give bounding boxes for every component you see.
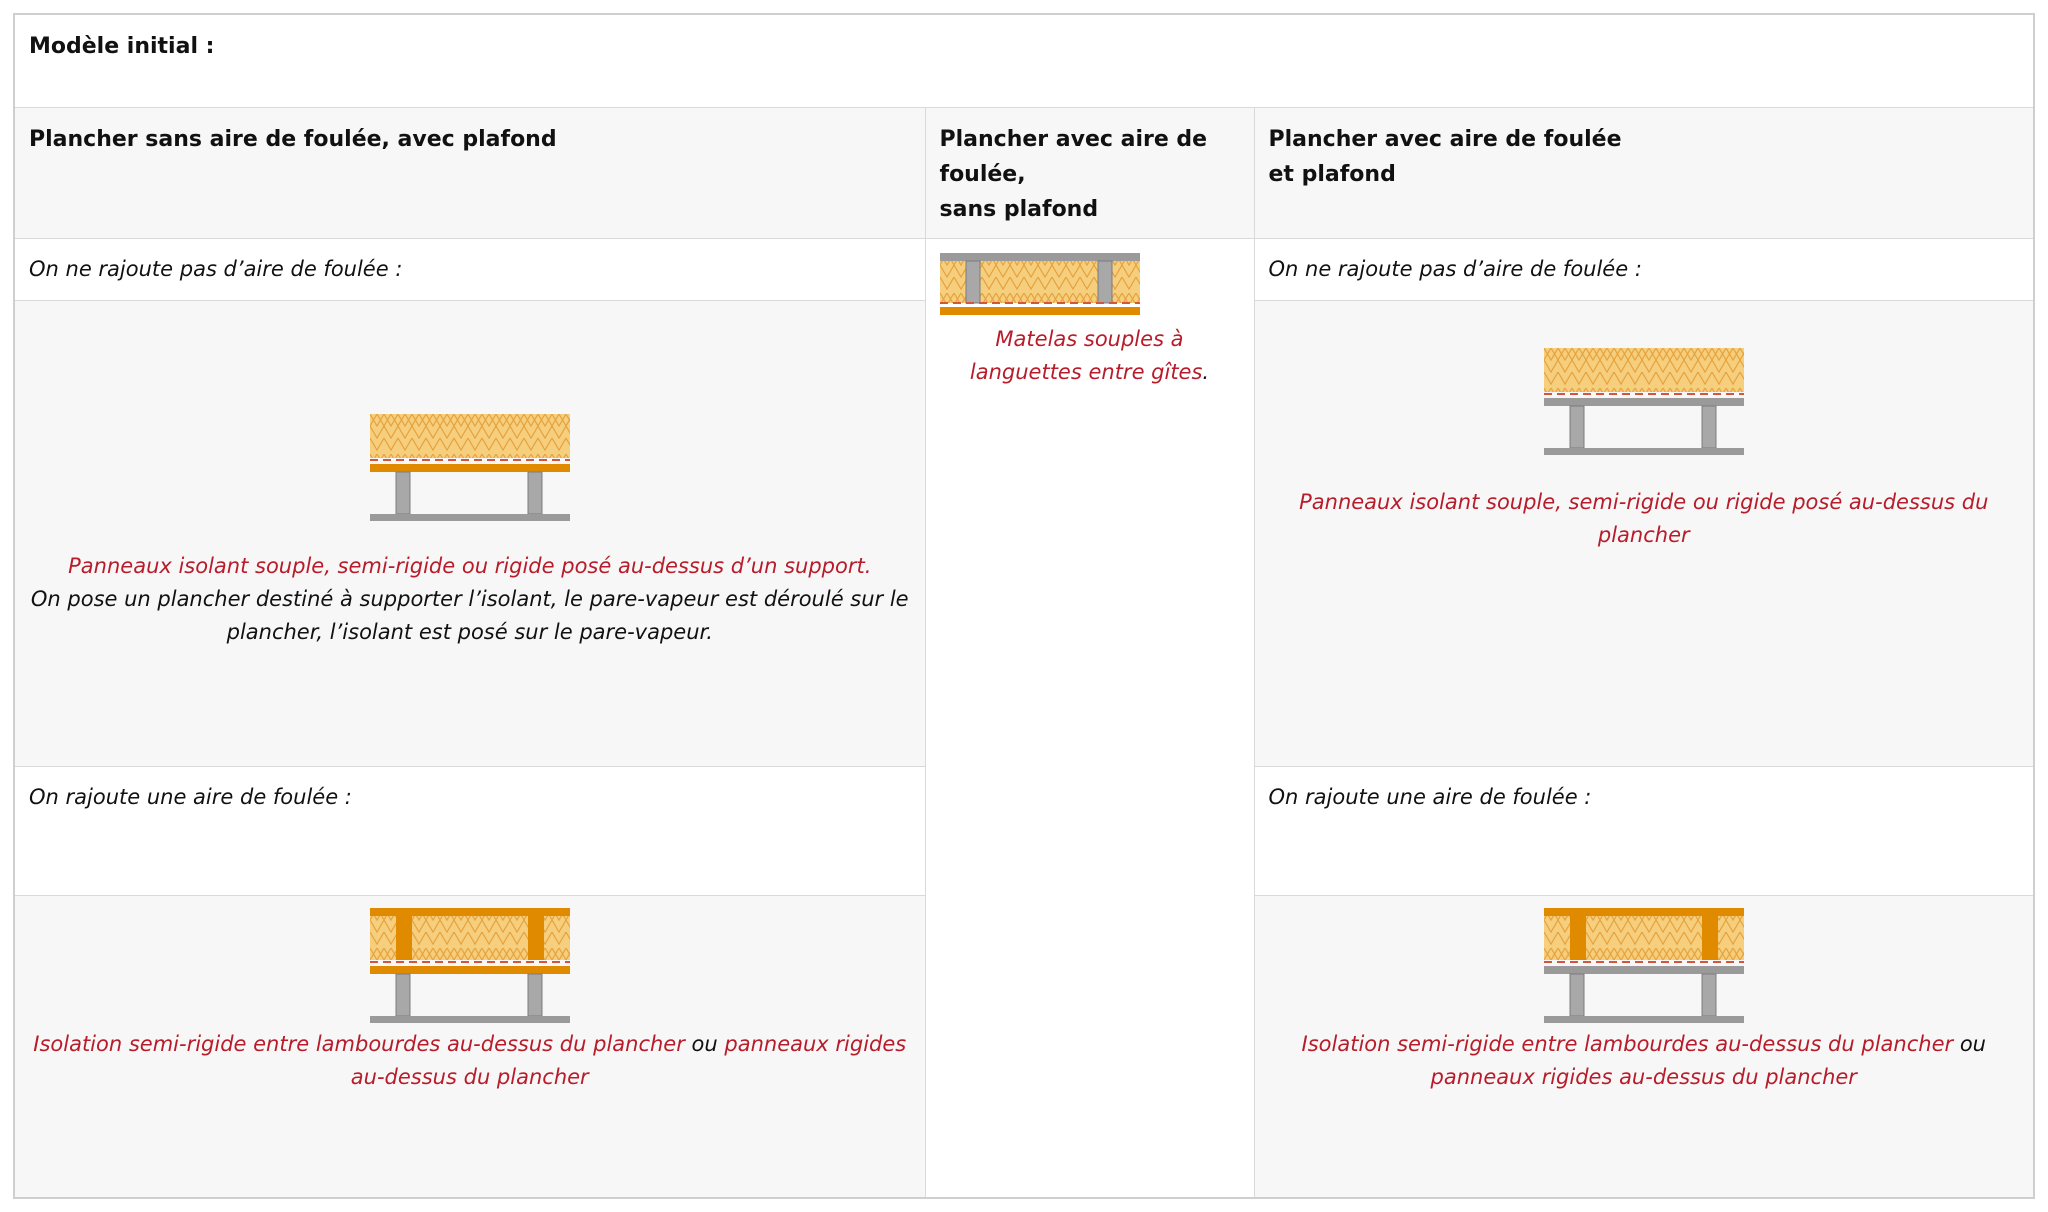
col2-header-line1: Plancher avec aire de bbox=[939, 126, 1208, 152]
col1-no-walkway-caption bbox=[29, 550, 911, 649]
col1-walkway-label-cell bbox=[14, 766, 925, 895]
table-title: Modèle initial : bbox=[29, 34, 215, 59]
col3-header-line1: Plancher avec aire de foulée bbox=[1268, 126, 1622, 152]
col3-walkway-caption-red2: panneaux rigides au-dessus du plancher bbox=[1430, 1064, 1857, 1089]
col3-walkway-caption-or: ou bbox=[1953, 1031, 1986, 1056]
insulation-between-joists-icon bbox=[940, 253, 1140, 317]
col3-walkway-cell bbox=[1254, 895, 2034, 1198]
header-col3 bbox=[1254, 107, 2034, 238]
col2-header-line3: sans plafond bbox=[939, 196, 1099, 222]
col1-walkway-cell bbox=[14, 895, 925, 1198]
col2-body-cell bbox=[925, 238, 1254, 1198]
insulation-on-floor-icon bbox=[1544, 348, 1744, 458]
insulation-between-battens-icon bbox=[370, 908, 570, 1026]
col3-walkway-caption-red1: Isolation semi-rigide entre lambourdes au-dessus du plancher bbox=[1301, 1031, 1954, 1056]
col3-no-walkway-caption: Panneaux isolant souple, semi-rigide ou rigide posé au-dessus du plancher bbox=[1299, 489, 1989, 547]
header-col2 bbox=[925, 107, 1254, 238]
insulation-between-battens-icon bbox=[1544, 908, 1744, 1026]
col1-walkway-caption bbox=[29, 1028, 911, 1094]
col1-no-walkway-caption-black: On pose un plancher destiné à supporter l’isolant, le pare-vapeur est déroulé sur le plancher, l’isolant est posé sur le pare-vapeur. bbox=[30, 586, 909, 644]
col1-walkway-label: On rajoute une aire de foulée : bbox=[29, 784, 352, 809]
col3-no-walkway-cell bbox=[1254, 300, 2034, 766]
col1-no-walkway-cell bbox=[14, 300, 925, 766]
col3-no-walkway-label-cell bbox=[1254, 238, 2034, 300]
col3-walkway-label: On rajoute une aire de foulée : bbox=[1268, 784, 1592, 809]
col1-walkway-caption-or: ou bbox=[684, 1031, 725, 1056]
col1-no-walkway-caption-red: Panneaux isolant souple, semi-rigide ou rigide posé au-dessus d’un support. bbox=[68, 553, 872, 578]
col2-header-line2: foulée, bbox=[939, 161, 1026, 187]
col2-caption-red: Matelas souples à languettes entre gîtes bbox=[969, 326, 1203, 384]
col3-walkway-label-cell bbox=[1254, 766, 2034, 895]
col3-no-walkway-label: On ne rajoute pas d’aire de foulée : bbox=[1268, 256, 1642, 281]
col2-caption bbox=[940, 323, 1240, 389]
col1-walkway-caption-red2: panneaux rigides au-dessus du plancher bbox=[350, 1031, 907, 1089]
title-row bbox=[14, 14, 2034, 107]
col1-header: Plancher sans aire de foulée, avec plafond bbox=[29, 126, 557, 152]
col2-caption-dot: . bbox=[1202, 359, 1210, 384]
col1-no-walkway-label: On ne rajoute pas d’aire de foulée : bbox=[29, 256, 403, 281]
col3-walkway-caption bbox=[1269, 1028, 2020, 1094]
col1-walkway-caption-red1: Isolation semi-rigide entre lambourdes au-dessus du plancher bbox=[33, 1031, 685, 1056]
col3-header-line2: et plafond bbox=[1268, 161, 1396, 187]
comparison-table bbox=[13, 13, 2035, 1199]
header-col1 bbox=[14, 107, 925, 238]
insulation-on-support-icon bbox=[370, 414, 570, 524]
col1-no-walkway-label-cell bbox=[14, 238, 925, 300]
